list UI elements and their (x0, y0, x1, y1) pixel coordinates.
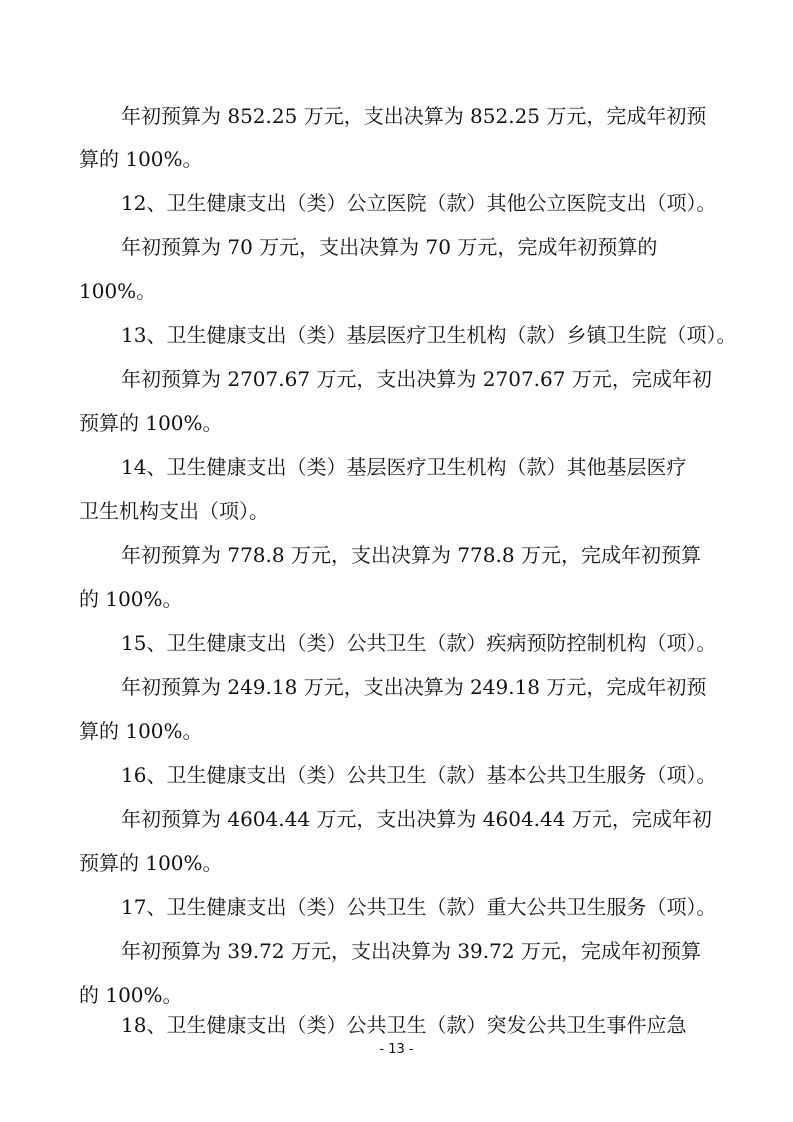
paragraph-line: 年初预算为 70 万元，支出决算为 70 万元，完成年初预算的 (121, 235, 658, 259)
paragraph-line: 年初预算为 249.18 万元，支出决算为 249.18 万元，完成年初预 (121, 675, 707, 699)
item-heading-18: 18、卫生健康支出（类）公共卫生（款）突发公共卫生事件应急 (121, 1013, 687, 1037)
paragraph-line: 的 100%。 (79, 587, 183, 611)
paragraph-line: 年初预算为 852.25 万元，支出决算为 852.25 万元，完成年初预 (121, 104, 707, 128)
paragraph-line: 的 100%。 (79, 983, 183, 1007)
item-heading-15: 15、卫生健康支出（类）公共卫生（款）疾病预防控制机构（项）。 (121, 631, 717, 655)
item-heading-13: 13、卫生健康支出（类）基层医疗卫生机构（款）乡镇卫生院（项）。 (121, 323, 737, 347)
item-heading-14: 14、卫生健康支出（类）基层医疗卫生机构（款）其他基层医疗 (121, 455, 687, 479)
paragraph-line: 年初预算为 778.8 万元，支出决算为 778.8 万元，完成年初预算 (121, 543, 701, 567)
paragraph-line: 年初预算为 4604.44 万元，支出决算为 4604.44 万元，完成年初 (121, 807, 712, 831)
paragraph-line: 年初预算为 2707.67 万元，支出决算为 2707.67 万元，完成年初 (121, 367, 712, 391)
paragraph-line: 算的 100%。 (79, 719, 203, 743)
paragraph-line: 100%。 (79, 279, 157, 303)
paragraph-line: 算的 100%。 (79, 147, 203, 171)
item-heading-12: 12、卫生健康支出（类）公立医院（款）其他公立医院支出（项）。 (121, 191, 717, 215)
paragraph-line: 卫生机构支出（项）。 (79, 499, 269, 523)
item-heading-16: 16、卫生健康支出（类）公共卫生（款）基本公共卫生服务（项）。 (121, 763, 717, 787)
paragraph-line: 年初预算为 39.72 万元，支出决算为 39.72 万元，完成年初预算 (121, 939, 701, 963)
paragraph-line: 预算的 100%。 (79, 411, 223, 435)
paragraph-line: 预算的 100%。 (79, 851, 223, 875)
item-heading-17: 17、卫生健康支出（类）公共卫生（款）重大公共卫生服务（项）。 (121, 895, 717, 919)
page-number: - 13 - (379, 1042, 414, 1057)
